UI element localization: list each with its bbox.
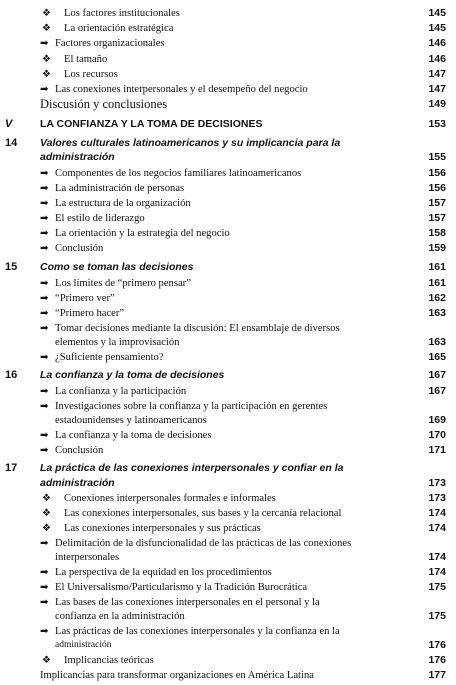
entry-title-cont: administración bbox=[55, 640, 112, 650]
entry-title: Las conexiones interpersonales y el desempeño del negocio bbox=[55, 84, 308, 95]
diamond-bullet-icon: ❖ bbox=[42, 23, 51, 34]
entry-page: 145 bbox=[428, 22, 446, 34]
arrow-bullet-icon: ➡ bbox=[40, 198, 49, 209]
entry-title: “Primero hacer” bbox=[55, 308, 125, 319]
entry-page: 163 bbox=[428, 307, 446, 319]
entry-title: Los factores institucionales bbox=[64, 8, 180, 19]
entry-page: 173 bbox=[428, 477, 446, 489]
entry-title: Los límites de “primero pensar” bbox=[55, 278, 191, 289]
chapter-title-cont: administración bbox=[40, 151, 115, 163]
arrow-bullet-icon: ➡ bbox=[40, 626, 49, 637]
entry-page: 146 bbox=[428, 37, 446, 49]
arrow-bullet-icon: ➡ bbox=[40, 293, 49, 304]
entry-title: El estilo de liderazgo bbox=[55, 213, 145, 224]
entry-page: 156 bbox=[428, 167, 446, 179]
entry-title: La confianza y la toma de decisiones bbox=[55, 430, 212, 441]
arrow-bullet-icon: ➡ bbox=[40, 38, 49, 49]
entry-page: 159 bbox=[428, 242, 446, 254]
entry-title: La orientación y la estrategia del negocio bbox=[55, 228, 230, 239]
entry-page: 156 bbox=[428, 182, 446, 194]
entry-page: 145 bbox=[428, 7, 446, 19]
entry-title: Las bases de las conexiones interpersonales en el personal y la bbox=[55, 597, 320, 608]
arrow-bullet-icon: ➡ bbox=[40, 582, 49, 593]
entry-page: 158 bbox=[428, 227, 446, 239]
arrow-bullet-icon: ➡ bbox=[40, 308, 49, 319]
entry-title-cont: estadounidenses y latinoamericanos bbox=[55, 415, 207, 426]
entry-page: 174 bbox=[428, 507, 446, 519]
entry-title: ¿Suficiente pensamiento? bbox=[55, 352, 164, 363]
diamond-bullet-icon: ❖ bbox=[42, 8, 51, 19]
entry-page: 169 bbox=[428, 414, 446, 426]
entry-title: La confianza y la participación bbox=[55, 386, 187, 397]
chapter-title: La confianza y la toma de decisiones bbox=[40, 369, 225, 381]
entry-page: 162 bbox=[428, 292, 446, 304]
entry-title: Discusión y conclusiones bbox=[40, 97, 168, 111]
arrow-bullet-icon: ➡ bbox=[40, 323, 49, 334]
diamond-bullet-icon: ❖ bbox=[42, 508, 51, 519]
chapter-title: Como se toman las decisiones bbox=[40, 261, 194, 273]
entry-page: 157 bbox=[428, 212, 446, 224]
entry-page: 155 bbox=[428, 151, 446, 163]
arrow-bullet-icon: ➡ bbox=[40, 567, 49, 578]
diamond-bullet-icon: ❖ bbox=[42, 523, 51, 534]
arrow-bullet-icon: ➡ bbox=[40, 386, 49, 397]
entry-title: Implicancias para transformar organizaciones en América Latina bbox=[40, 670, 314, 681]
entry-title: Los recursos bbox=[64, 69, 118, 80]
entry-title-cont: elementos y la improvisación bbox=[55, 337, 180, 348]
chapter-number: 17 bbox=[5, 462, 18, 474]
entry-title: Las conexiones interpersonales, sus bases y la cercanía relacional bbox=[64, 508, 342, 519]
arrow-bullet-icon: ➡ bbox=[40, 538, 49, 549]
entry-title: Conclusión bbox=[55, 445, 104, 456]
chapter-title: La práctica de las conexiones interpersonales y confiar en la bbox=[40, 462, 344, 474]
entry-page: 167 bbox=[428, 369, 446, 381]
arrow-bullet-icon: ➡ bbox=[40, 430, 49, 441]
part-number: V bbox=[5, 118, 13, 130]
entry-title: Investigaciones sobre la confianza y la participación en gerentes bbox=[55, 401, 328, 412]
entry-title: Tomar decisiones mediante la discusión: El ensamblaje de diversos bbox=[55, 323, 340, 334]
entry-title: El Universalismo/Particularismo y la Tradición Burocrática bbox=[55, 582, 308, 593]
entry-page: 161 bbox=[428, 277, 446, 289]
arrow-bullet-icon: ➡ bbox=[40, 401, 49, 412]
entry-title: Las prácticas de las conexiones interpersonales y la confianza en la bbox=[55, 626, 340, 637]
entry-page: 174 bbox=[428, 566, 446, 578]
entry-title: Factores organizacionales bbox=[55, 38, 165, 49]
entry-page: 153 bbox=[428, 118, 446, 130]
entry-title: Las conexiones interpersonales y sus prácticas bbox=[64, 523, 261, 534]
chapter-title: Valores culturales latinoamericanos y su implicancia para la bbox=[40, 137, 341, 149]
entry-page: 167 bbox=[428, 385, 446, 397]
arrow-bullet-icon: ➡ bbox=[40, 597, 49, 608]
arrow-bullet-icon: ➡ bbox=[40, 352, 49, 363]
entry-page: 157 bbox=[428, 197, 446, 209]
entry-title: Implicancias teóricas bbox=[64, 655, 154, 666]
entry-page: 165 bbox=[428, 351, 446, 363]
entry-title: Delimitación de la disfuncionalidad de las prácticas de las conexiones bbox=[55, 538, 352, 549]
entry-title: La estructura de la organización bbox=[55, 198, 191, 209]
entry-title: “Primero ver” bbox=[55, 293, 115, 304]
chapter-number: 14 bbox=[5, 137, 18, 149]
entry-page: 176 bbox=[428, 639, 446, 651]
entry-page: 174 bbox=[428, 551, 446, 563]
entry-page: 161 bbox=[428, 261, 446, 273]
entry-page: 163 bbox=[428, 336, 446, 348]
chapter-title-cont: administración bbox=[40, 477, 115, 489]
chapter-number: 16 bbox=[5, 369, 18, 381]
entry-title-cont: confianza en la administración bbox=[55, 611, 185, 622]
entry-title: Componentes de los negocios familiares latinoamericanos bbox=[55, 168, 302, 179]
arrow-bullet-icon: ➡ bbox=[40, 168, 49, 179]
entry-page: 149 bbox=[428, 98, 446, 110]
entry-page: 147 bbox=[428, 68, 446, 80]
arrow-bullet-icon: ➡ bbox=[40, 278, 49, 289]
arrow-bullet-icon: ➡ bbox=[40, 228, 49, 239]
entry-page: 170 bbox=[428, 429, 446, 441]
arrow-bullet-icon: ➡ bbox=[40, 445, 49, 456]
entry-page: 173 bbox=[428, 492, 446, 504]
diamond-bullet-icon: ❖ bbox=[42, 655, 51, 666]
entry-title-cont: interpersonales bbox=[55, 552, 120, 563]
entry-page: 175 bbox=[428, 610, 446, 622]
entry-title: La administración de personas bbox=[55, 183, 185, 194]
entry-title: Conclusión bbox=[55, 243, 104, 254]
entry-page: 146 bbox=[428, 53, 446, 65]
arrow-bullet-icon: ➡ bbox=[40, 213, 49, 224]
entry-page: 147 bbox=[428, 83, 446, 95]
entry-page: 174 bbox=[428, 522, 446, 534]
entry-title: La perspectiva de la equidad en los procedimientos bbox=[55, 567, 272, 578]
diamond-bullet-icon: ❖ bbox=[42, 69, 51, 80]
entry-title: El tamaño bbox=[64, 54, 108, 65]
chapter-number: 15 bbox=[5, 261, 18, 273]
arrow-bullet-icon: ➡ bbox=[40, 243, 49, 254]
arrow-bullet-icon: ➡ bbox=[40, 84, 49, 95]
diamond-bullet-icon: ❖ bbox=[42, 493, 51, 504]
arrow-bullet-icon: ➡ bbox=[40, 183, 49, 194]
entry-page: 175 bbox=[428, 581, 446, 593]
entry-title: La orientación estratégica bbox=[64, 23, 174, 34]
entry-page: 177 bbox=[428, 669, 446, 681]
entry-page: 176 bbox=[428, 654, 446, 666]
entry-title: Conexiones interpersonales formales e informales bbox=[64, 493, 276, 504]
diamond-bullet-icon: ❖ bbox=[42, 54, 51, 65]
entry-page: 171 bbox=[428, 444, 446, 456]
part-title: LA CONFIANZA Y LA TOMA DE DECISIONES bbox=[40, 118, 263, 130]
